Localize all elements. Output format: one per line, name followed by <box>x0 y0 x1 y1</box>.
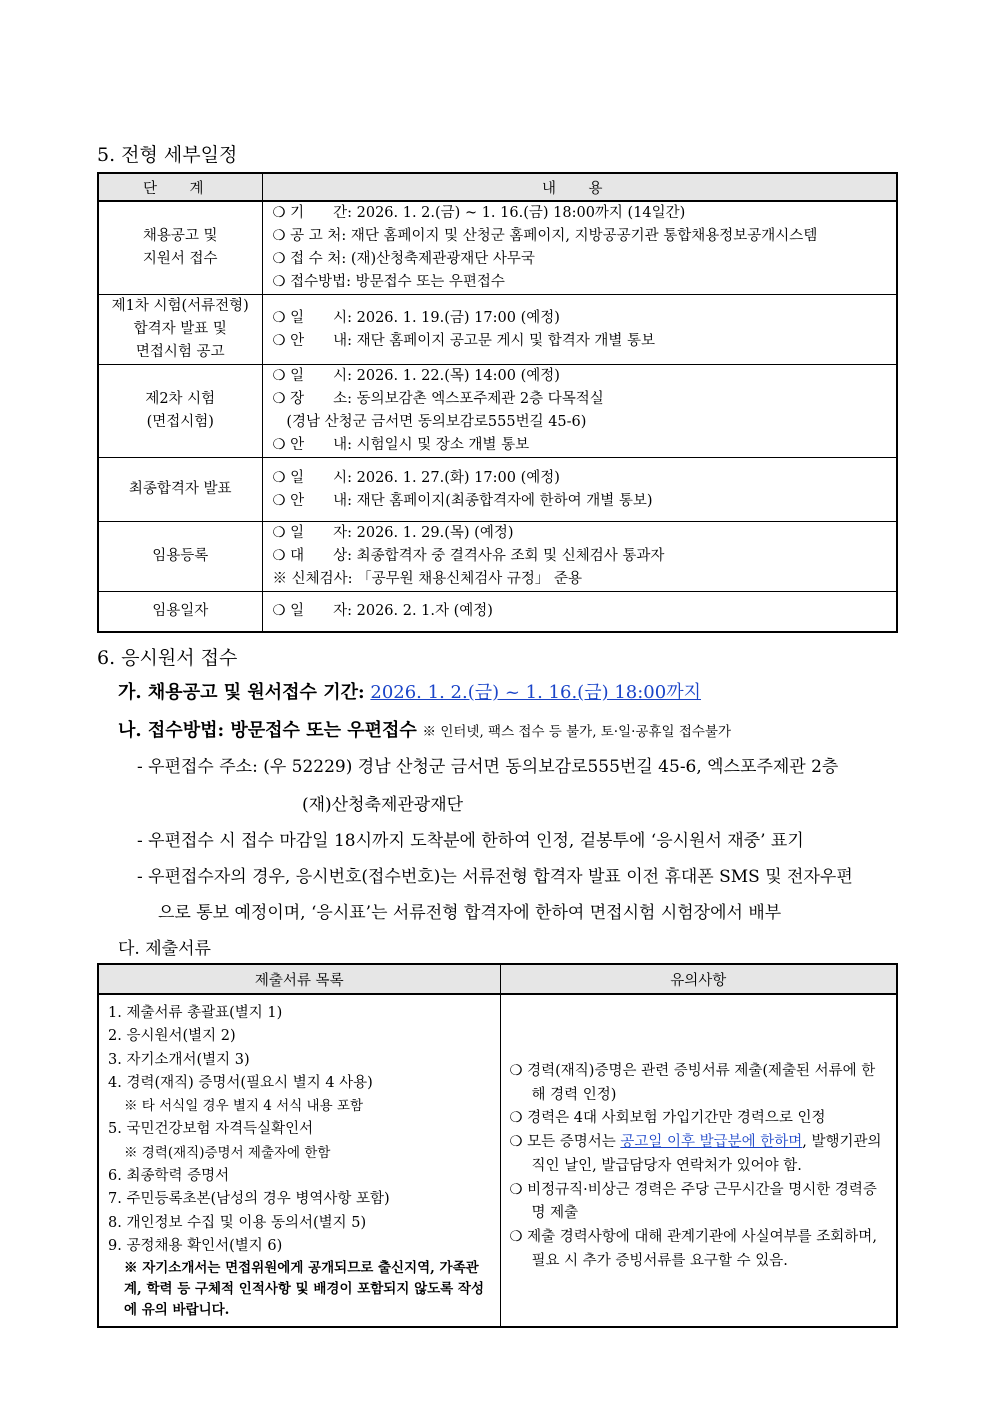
schedule-item: ❍ 일 자: 2026. 1. 29.(목) (예정) <box>272 525 514 541</box>
note-3 <box>510 1131 888 1178</box>
header-notes: 유의사항 <box>500 964 897 994</box>
stage-line: 합격자 발표 및 <box>133 321 227 337</box>
stage-line: 면접시험 공고 <box>135 344 225 360</box>
schedule-item: (경남 산청군 금서면 동의보감로555번길 45-6) <box>272 414 587 430</box>
schedule-stage <box>98 522 262 592</box>
schedule-content <box>262 592 897 632</box>
note-3-a: ❍ 모든 증명서는 <box>509 1134 621 1151</box>
schedule-header-row <box>98 173 897 201</box>
notes-list <box>502 996 896 1273</box>
schedule-item: ※ 신체검사: 「공무원 채용신체검사 규정」 준용 <box>272 571 583 587</box>
schedule-table <box>97 172 898 633</box>
doc-list <box>100 996 499 1325</box>
schedule-content <box>262 365 897 458</box>
header-doc-list: 제출서류 목록 <box>98 964 500 994</box>
stage-line: 지원서 접수 <box>142 251 218 267</box>
note-4: ❍ 비정규직·비상근 경력은 주당 근무시간을 명시한 경력증명 제출 <box>509 1181 877 1222</box>
note-1: ❍ 경력(재직)증명은 관련 증빙서류 제출(제출된 서류에 한해 경력 인정) <box>509 1063 876 1103</box>
schedule-row <box>98 458 897 522</box>
schedule-item: ❍ 일 시: 2026. 1. 27.(화) 17:00 (예정) <box>272 469 560 486</box>
note-2: ❍ 경력은 4대 사회보험 가입기간만 경력으로 인정 <box>509 1110 826 1127</box>
period-line <box>118 678 701 704</box>
doc-item: 4. 경력(재직) 증명서(필요시 별지 4 사용) <box>108 1074 373 1091</box>
period-label: 가. 채용공고 및 원서접수 기간: <box>118 682 365 703</box>
schedule-stage <box>98 458 262 522</box>
schedule-content <box>262 295 897 365</box>
schedule-stage <box>98 201 262 295</box>
stage-line: 제1차 시험(서류전형) <box>111 298 249 314</box>
schedule-content <box>262 522 897 592</box>
postal-deadline: - 우편접수 시 접수 마감일 18시까지 도착분에 한하여 인정, 겉봉투에 ‘응시원서 재중’ 표기 <box>137 831 804 851</box>
stage-line: 임용일자 <box>152 602 209 619</box>
period-value: 2026. 1. 2.(금) ~ 1. 16.(금) 18:00까지 <box>370 682 701 703</box>
documents-label: 다. 제출서류 <box>118 939 211 959</box>
schedule-row <box>98 365 897 458</box>
doc-sub-note: ※ 경력(재직)증명서 제출자에 한함 <box>124 1144 331 1161</box>
schedule-stage <box>98 295 262 365</box>
doc-item: 7. 주민등록초본(남성의 경우 병역사항 포함) <box>108 1191 390 1208</box>
section5-title: 5. 전형 세부일정 <box>97 144 238 166</box>
doc-item: 8. 개인정보 수집 및 이용 동의서(별지 5) <box>108 1214 367 1231</box>
doc-item: 6. 최종학력 증명서 <box>108 1168 230 1185</box>
schedule-item: ❍ 접수방법: 방문접수 또는 우편접수 <box>272 274 505 290</box>
doc-list-cell <box>98 994 500 1327</box>
method-label: 나. 접수방법: 방문접수 또는 우편접수 <box>118 720 417 741</box>
postal-address: - 우편접수 주소: (우 52229) 경남 산청군 금서면 동의보감로555번길 45-6, 엑스포주제관 2층 <box>137 757 839 777</box>
postal-recipient: (재)산청축제관광재단 <box>302 795 464 815</box>
method-line <box>118 716 731 742</box>
schedule-content <box>262 458 897 522</box>
stage-line: 채용공고 및 <box>142 228 218 244</box>
stage-line: 임용등록 <box>152 548 209 564</box>
schedule-row <box>98 522 897 592</box>
note-5: ❍ 제출 경력사항에 대해 관계기관에 사실여부를 조회하며, 필요 시 추가 증빙서류를 요구할 수 있음. <box>509 1228 877 1269</box>
note-3-c: , 발행기관의 직인 날인, 발급담당자 연락처가 있어야 함. <box>531 1134 882 1174</box>
doc-item: 5. 국민건강보험 자격득실확인서 <box>108 1121 314 1138</box>
schedule-item: ❍ 기 간: 2026. 1. 2.(금) ~ 1. 16.(금) 18:00까지 (14일간) <box>272 205 686 221</box>
stage-line: 최종합격자 발표 <box>128 481 232 497</box>
schedule-item: ❍ 접 수 처: (재)산청축제관광재단 사무국 <box>272 251 535 267</box>
postal-notice-1: - 우편접수자의 경우, 응시번호(접수번호)는 서류전형 합격자 발표 이전 휴대폰 SMS 및 전자우편 <box>137 867 853 887</box>
notes-cell <box>500 994 897 1327</box>
note-3-highlight: 공고일 이후 발급분에 한하며 <box>620 1134 803 1151</box>
schedule-row <box>98 295 897 365</box>
schedule-row <box>98 592 897 632</box>
schedule-item: ❍ 안 내: 재단 홈페이지 공고문 게시 및 합격자 개별 통보 <box>272 332 656 349</box>
schedule-content <box>262 201 897 295</box>
schedule-item: ❍ 장 소: 동의보감촌 엑스포주제관 2층 다목적실 <box>272 391 604 407</box>
documents-table <box>97 963 898 1328</box>
schedule-row <box>98 201 897 295</box>
section6-title: 6. 응시원서 접수 <box>97 647 238 669</box>
doc-sub-note: ※ 타 서식일 경우 별지 4 서식 내용 포함 <box>124 1098 363 1115</box>
schedule-item: ❍ 안 내: 시험일시 및 장소 개별 통보 <box>272 437 530 453</box>
schedule-item: ❍ 안 내: 재단 홈페이지(최종합격자에 한하여 개별 통보) <box>272 492 653 509</box>
doc-item: 9. 공정채용 확인서(별지 6) <box>108 1237 283 1254</box>
stage-line: (면접시험) <box>146 414 214 430</box>
method-note: ※ 인터넷, 팩스 접수 등 불가, 토·일·공휴일 접수불가 <box>422 724 732 740</box>
stage-line: 제2차 시험 <box>145 391 216 407</box>
doc-item: 1. 제출서류 총괄표(별지 1) <box>108 1005 283 1021</box>
schedule-item: ❍ 일 자: 2026. 2. 1.자 (예정) <box>272 602 493 619</box>
doc-item: 2. 응시원서(별지 2) <box>108 1028 236 1045</box>
schedule-stage <box>98 592 262 632</box>
doc-item: 3. 자기소개서(별지 3) <box>108 1051 250 1068</box>
doc-warning: ※ 자기소개서는 면접위원에게 공개되므로 출신지역, 가족관계, 학력 등 구체적 인적사항 및 배경이 포함되지 않도록 작성에 유의 바랍니다. <box>124 1260 484 1319</box>
schedule-item: ❍ 일 시: 2026. 1. 22.(목) 14:00 (예정) <box>272 368 560 384</box>
header-content: 내 용 <box>262 173 897 201</box>
header-stage: 단 계 <box>98 173 262 201</box>
schedule-item: ❍ 공 고 처: 재단 홈페이지 및 산청군 홈페이지, 지방공공기관 통합채용정보공개시스템 <box>272 228 818 244</box>
schedule-stage <box>98 365 262 458</box>
postal-notice-2: 으로 통보 예정이며, ‘응시표’는 서류전형 합격자에 한하여 면접시험 시험장에서 배부 <box>158 903 782 923</box>
schedule-item: ❍ 일 시: 2026. 1. 19.(금) 17:00 (예정) <box>272 309 560 326</box>
schedule-item: ❍ 대 상: 최종합격자 중 결격사유 조회 및 신체검사 통과자 <box>272 548 665 564</box>
